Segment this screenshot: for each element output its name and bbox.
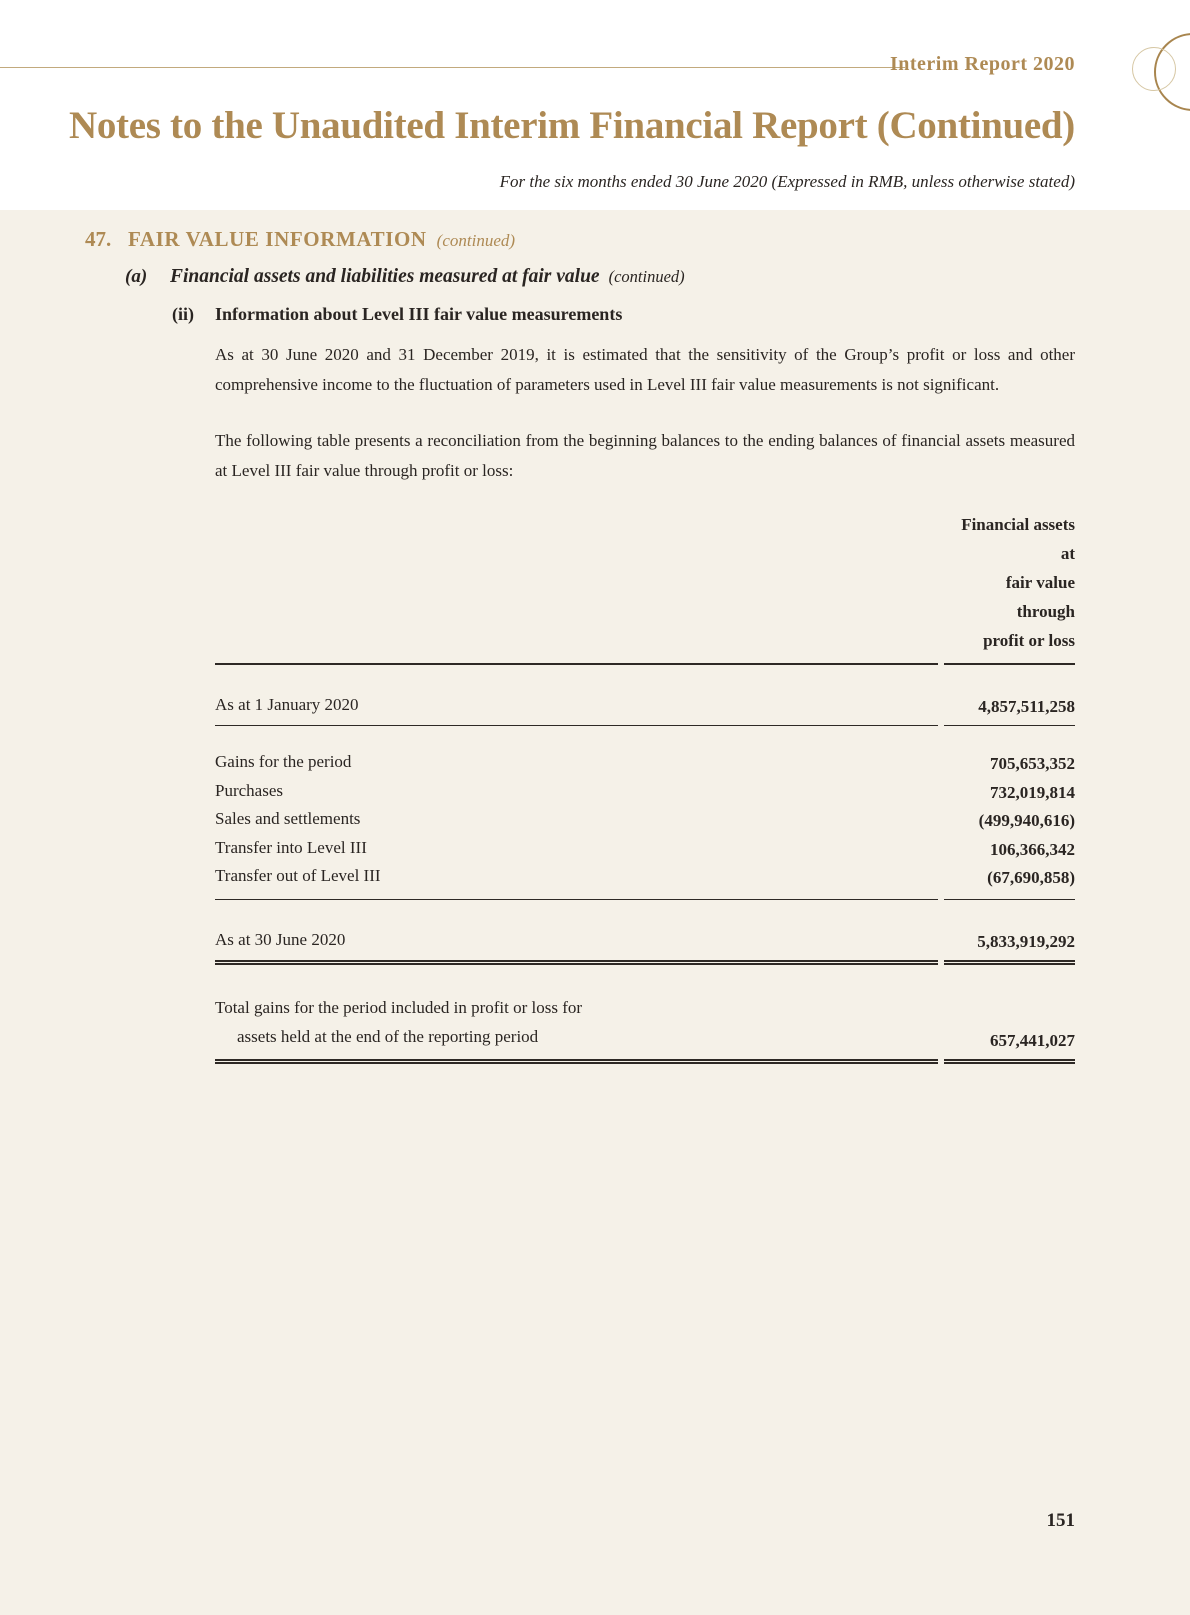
page-subtitle: For the six months ended 30 June 2020 (Expressed in RMB, unless otherwise stated) xyxy=(499,172,1075,191)
subsection-a-continued: (continued) xyxy=(608,267,685,286)
table-row xyxy=(215,836,1075,865)
page-header xyxy=(0,0,1190,210)
section-heading xyxy=(85,226,1190,254)
table-row xyxy=(215,993,1075,1064)
table-header-label-cell xyxy=(215,510,938,665)
total-label-line2: assets held at the end of the reporting period xyxy=(237,1026,539,1046)
table-row xyxy=(215,807,1075,836)
row-label: As at 1 January 2020 xyxy=(215,693,938,726)
table-row xyxy=(215,864,1075,900)
movements-group xyxy=(215,750,1075,900)
section-number: 47. xyxy=(85,227,112,251)
column-header-line: fair value through xyxy=(1005,573,1075,621)
row-label: As at 30 June 2020 xyxy=(215,928,938,965)
paragraph-sensitivity: As at 30 June 2020 and 31 December 2019, it is estimated that the sensitivity of the Group’s profit or loss and other comprehensive income to the fluctuation of parameters used in Level III fair value measurements is not significant. xyxy=(215,345,1075,394)
column-header-line: Financial assets at xyxy=(961,515,1075,563)
row-value: 106,366,342 xyxy=(990,839,1075,859)
section-title: FAIR VALUE INFORMATION xyxy=(128,227,427,251)
table-row xyxy=(215,928,1075,965)
subsection-ii-label: (ii) xyxy=(172,304,194,324)
table-row xyxy=(215,779,1075,808)
row-label: Transfer out of Level III xyxy=(215,864,938,900)
row-value: 5,833,919,292 xyxy=(944,928,1075,965)
row-label: Purchases xyxy=(215,780,283,800)
row-value: 705,653,352 xyxy=(990,754,1075,773)
row-label xyxy=(215,993,938,1064)
table-row xyxy=(215,750,1075,779)
row-label: Transfer into Level III xyxy=(215,837,367,857)
subsection-a-heading xyxy=(125,264,1190,290)
row-value: 657,441,027 xyxy=(944,993,1075,1064)
row-value: 732,019,814 xyxy=(990,782,1075,802)
row-label: Sales and settlements xyxy=(215,809,361,828)
row-value: (499,940,616) xyxy=(978,811,1075,830)
total-label-line1: Total gains for the period included in profit or loss for xyxy=(215,997,583,1017)
page-title: Notes to the Unaudited Interim Financial Report (Continued) xyxy=(68,104,1075,147)
header-rule xyxy=(0,67,905,68)
circles-ornament-icon xyxy=(1070,0,1190,130)
paragraph-reconciliation-intro: The following table presents a reconciliation from the beginning balances to the ending balances of financial assets measured at Level III fair value through profit or loss: xyxy=(215,431,1075,480)
report-label: Interim Report 2020 xyxy=(889,53,1075,75)
table-header-row xyxy=(215,510,1075,665)
reconciliation-table xyxy=(215,510,1075,1064)
subsection-a-title: Financial assets and liabilities measured at fair value xyxy=(170,266,600,287)
table-row xyxy=(215,693,1075,726)
row-value: 4,857,511,258 xyxy=(944,693,1075,726)
column-header-line: profit or loss xyxy=(983,631,1075,650)
page-content xyxy=(0,210,1190,1064)
table-header-value-cell xyxy=(944,510,1075,665)
small-circle-icon xyxy=(1132,47,1176,91)
row-label: Gains for the period xyxy=(215,752,352,771)
section-continued: (continued) xyxy=(436,231,516,250)
subsection-a-label: (a) xyxy=(125,266,148,287)
row-value: (67,690,858) xyxy=(944,864,1075,900)
subsection-ii-heading xyxy=(172,302,1190,326)
page-number: 151 xyxy=(1046,1510,1075,1531)
subsection-ii-title: Information about Level III fair value measurements xyxy=(215,304,623,324)
